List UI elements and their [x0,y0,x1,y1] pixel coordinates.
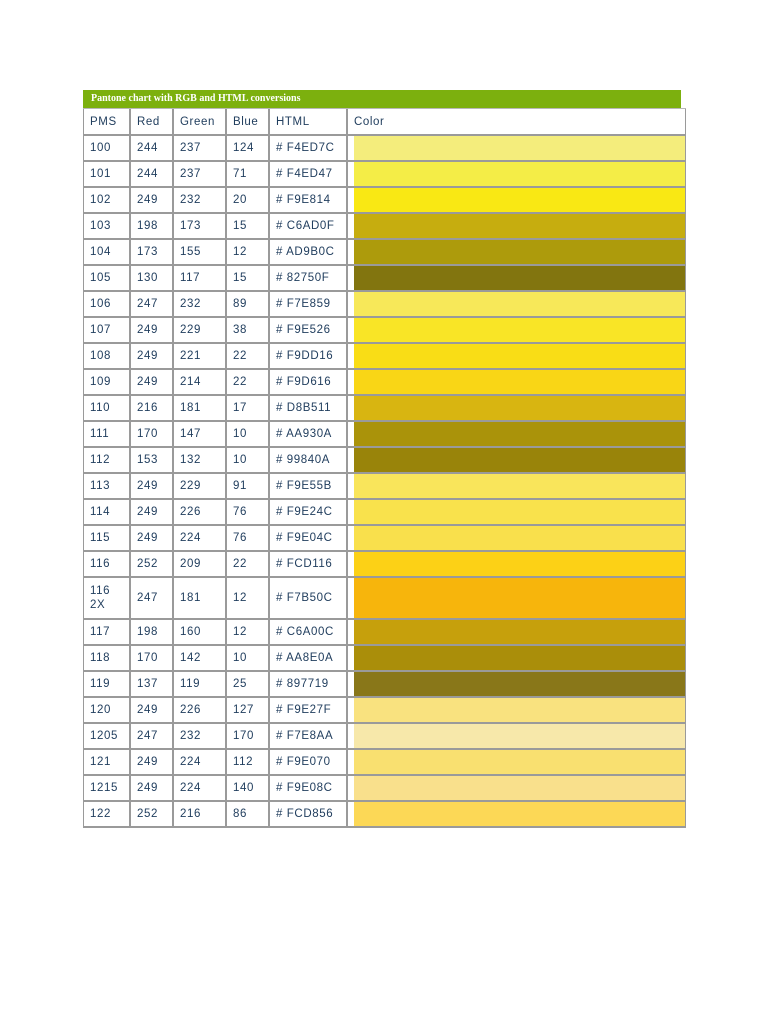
green-value-cell: 117 [173,266,226,292]
table-row [83,448,686,474]
red-value-cell: 153 [130,448,173,474]
color-swatch [354,240,685,264]
red-value-cell: 244 [130,136,173,162]
green-value-cell: 132 [173,448,226,474]
pms-cell: 110 [83,396,130,422]
green-value-cell: 232 [173,724,226,750]
red-value-cell: 249 [130,500,173,526]
table-row [83,672,686,698]
red-value-cell: 249 [130,188,173,214]
green-value-cell: 181 [173,578,226,620]
html-code-cell: # D8B511 [269,396,347,422]
color-swatch-cell [347,646,686,672]
green-value-cell: 216 [173,802,226,828]
pms-cell: 109 [83,370,130,396]
blue-value-cell: 10 [226,448,269,474]
green-value-cell: 226 [173,500,226,526]
color-swatch-cell [347,214,686,240]
green-value-cell: 147 [173,422,226,448]
pms-cell: 104 [83,240,130,266]
table-row [83,646,686,672]
pms-cell: 120 [83,698,130,724]
blue-value-cell: 71 [226,162,269,188]
html-code-cell: # 897719 [269,672,347,698]
color-swatch [354,750,685,774]
header-green: Green [173,109,226,136]
table-row [83,344,686,370]
html-code-cell: # F9E24C [269,500,347,526]
color-swatch-cell [347,162,686,188]
html-code-cell: # F4ED47 [269,162,347,188]
table-row [83,724,686,750]
red-value-cell: 249 [130,344,173,370]
color-swatch [354,620,685,644]
header-color: Color [347,109,686,136]
green-value-cell: 160 [173,620,226,646]
color-swatch-cell [347,552,686,578]
table-row [83,370,686,396]
table-row [83,422,686,448]
table-row [83,292,686,318]
html-code-cell: # F9E04C [269,526,347,552]
blue-value-cell: 86 [226,802,269,828]
green-value-cell: 224 [173,776,226,802]
blue-value-cell: 10 [226,646,269,672]
color-swatch [354,422,685,446]
table-row [83,240,686,266]
color-swatch [354,396,685,420]
red-value-cell: 249 [130,750,173,776]
table-row [83,266,686,292]
blue-value-cell: 112 [226,750,269,776]
html-code-cell: # FCD116 [269,552,347,578]
red-value-cell: 198 [130,214,173,240]
pms-cell: 100 [83,136,130,162]
color-swatch-cell [347,802,686,828]
blue-value-cell: 20 [226,188,269,214]
table-row [83,214,686,240]
blue-value-cell: 140 [226,776,269,802]
pms-cell: 122 [83,802,130,828]
green-value-cell: 229 [173,474,226,500]
color-swatch-cell [347,266,686,292]
color-swatch [354,318,685,342]
html-code-cell: # F7B50C [269,578,347,620]
pms-cell: 103 [83,214,130,240]
table-row [83,698,686,724]
blue-value-cell: 76 [226,500,269,526]
pms-cell: 119 [83,672,130,698]
green-value-cell: 237 [173,136,226,162]
color-swatch [354,724,685,748]
pms-cell: 106 [83,292,130,318]
color-swatch [354,802,685,826]
blue-value-cell: 22 [226,370,269,396]
green-value-cell: 142 [173,646,226,672]
html-code-cell: # 99840A [269,448,347,474]
red-value-cell: 216 [130,396,173,422]
green-value-cell: 226 [173,698,226,724]
table-row [83,776,686,802]
pms-cell: 102 [83,188,130,214]
html-code-cell: # 82750F [269,266,347,292]
color-swatch-cell [347,370,686,396]
header-html: HTML [269,109,347,136]
blue-value-cell: 22 [226,344,269,370]
color-swatch-cell [347,698,686,724]
color-swatch [354,344,685,368]
color-swatch-cell [347,448,686,474]
pms-cell: 113 [83,474,130,500]
green-value-cell: 232 [173,292,226,318]
color-swatch-cell [347,396,686,422]
red-value-cell: 244 [130,162,173,188]
color-swatch-cell [347,724,686,750]
table-row [83,500,686,526]
html-code-cell: # C6A00C [269,620,347,646]
color-swatch-cell [347,500,686,526]
color-swatch-cell [347,422,686,448]
html-code-cell: # F9E55B [269,474,347,500]
color-swatch-cell [347,474,686,500]
html-code-cell: # F9E526 [269,318,347,344]
blue-value-cell: 89 [226,292,269,318]
color-swatch [354,776,685,800]
color-swatch-cell [347,750,686,776]
pms-cell: 116 [83,552,130,578]
pms-cell: 117 [83,620,130,646]
table-row [83,396,686,422]
chart-title: Pantone chart with RGB and HTML conversions [83,90,681,108]
table-header-row [83,109,686,136]
color-swatch [354,552,685,576]
blue-value-cell: 15 [226,214,269,240]
red-value-cell: 170 [130,422,173,448]
color-swatch-cell [347,292,686,318]
color-swatch-cell [347,578,686,620]
color-swatch-cell [347,240,686,266]
blue-value-cell: 91 [226,474,269,500]
blue-value-cell: 38 [226,318,269,344]
color-swatch-cell [347,776,686,802]
blue-value-cell: 25 [226,672,269,698]
pms-cell: 118 [83,646,130,672]
blue-value-cell: 17 [226,396,269,422]
color-swatch [354,500,685,524]
pms-cell: 112 [83,448,130,474]
color-swatch [354,646,685,670]
table-row [83,620,686,646]
red-value-cell: 249 [130,474,173,500]
color-swatch-cell [347,620,686,646]
pms-cell: 1205 [83,724,130,750]
pms-cell: 108 [83,344,130,370]
blue-value-cell: 22 [226,552,269,578]
green-value-cell: 224 [173,750,226,776]
html-code-cell: # F7E8AA [269,724,347,750]
html-code-cell: # F9D616 [269,370,347,396]
pms-cell: 105 [83,266,130,292]
red-value-cell: 173 [130,240,173,266]
html-code-cell: # AD9B0C [269,240,347,266]
html-code-cell: # AA8E0A [269,646,347,672]
html-code-cell: # F7E859 [269,292,347,318]
red-value-cell: 247 [130,578,173,620]
blue-value-cell: 127 [226,698,269,724]
green-value-cell: 221 [173,344,226,370]
green-value-cell: 224 [173,526,226,552]
table-row [83,578,686,620]
color-swatch [354,474,685,498]
pms-cell: 121 [83,750,130,776]
color-swatch-cell [347,526,686,552]
pms-cell: 114 [83,500,130,526]
html-code-cell: # AA930A [269,422,347,448]
blue-value-cell: 124 [226,136,269,162]
blue-value-cell: 76 [226,526,269,552]
color-swatch [354,266,685,290]
color-swatch [354,188,685,212]
table-row [83,552,686,578]
color-swatch [354,136,685,160]
blue-value-cell: 170 [226,724,269,750]
pantone-chart [83,90,686,828]
red-value-cell: 249 [130,776,173,802]
html-code-cell: # F9E070 [269,750,347,776]
html-code-cell: # F9E814 [269,188,347,214]
red-value-cell: 249 [130,318,173,344]
color-swatch [354,292,685,316]
color-swatch [354,370,685,394]
color-swatch-cell [347,344,686,370]
red-value-cell: 249 [130,526,173,552]
blue-value-cell: 12 [226,620,269,646]
blue-value-cell: 10 [226,422,269,448]
blue-value-cell: 15 [226,266,269,292]
color-swatch [354,448,685,472]
green-value-cell: 181 [173,396,226,422]
green-value-cell: 119 [173,672,226,698]
green-value-cell: 173 [173,214,226,240]
color-swatch-cell [347,318,686,344]
table-row [83,802,686,828]
header-pms: PMS [83,109,130,136]
red-value-cell: 137 [130,672,173,698]
red-value-cell: 198 [130,620,173,646]
table-body [83,136,686,828]
pms-cell: 101 [83,162,130,188]
color-swatch-cell [347,188,686,214]
pantone-table [83,108,686,828]
color-swatch [354,698,685,722]
blue-value-cell: 12 [226,578,269,620]
header-blue: Blue [226,109,269,136]
pms-cell: 1215 [83,776,130,802]
table-row [83,188,686,214]
green-value-cell: 229 [173,318,226,344]
red-value-cell: 130 [130,266,173,292]
red-value-cell: 170 [130,646,173,672]
pms-cell: 116 2X [83,578,130,620]
green-value-cell: 155 [173,240,226,266]
green-value-cell: 237 [173,162,226,188]
red-value-cell: 247 [130,292,173,318]
color-swatch [354,526,685,550]
blue-value-cell: 12 [226,240,269,266]
html-code-cell: # F9DD16 [269,344,347,370]
red-value-cell: 249 [130,370,173,396]
table-row [83,526,686,552]
green-value-cell: 232 [173,188,226,214]
red-value-cell: 252 [130,552,173,578]
table-row [83,318,686,344]
html-code-cell: # F9E08C [269,776,347,802]
color-swatch-cell [347,136,686,162]
html-code-cell: # F4ED7C [269,136,347,162]
color-swatch [354,672,685,696]
html-code-cell: # F9E27F [269,698,347,724]
header-red: Red [130,109,173,136]
color-swatch-cell [347,672,686,698]
table-row [83,162,686,188]
pms-cell: 115 [83,526,130,552]
table-row [83,136,686,162]
red-value-cell: 247 [130,724,173,750]
color-swatch [354,162,685,186]
red-value-cell: 252 [130,802,173,828]
pms-cell: 111 [83,422,130,448]
green-value-cell: 209 [173,552,226,578]
green-value-cell: 214 [173,370,226,396]
color-swatch [354,214,685,238]
table-row [83,474,686,500]
html-code-cell: # FCD856 [269,802,347,828]
table-row [83,750,686,776]
html-code-cell: # C6AD0F [269,214,347,240]
pms-cell: 107 [83,318,130,344]
red-value-cell: 249 [130,698,173,724]
color-swatch [354,578,685,618]
